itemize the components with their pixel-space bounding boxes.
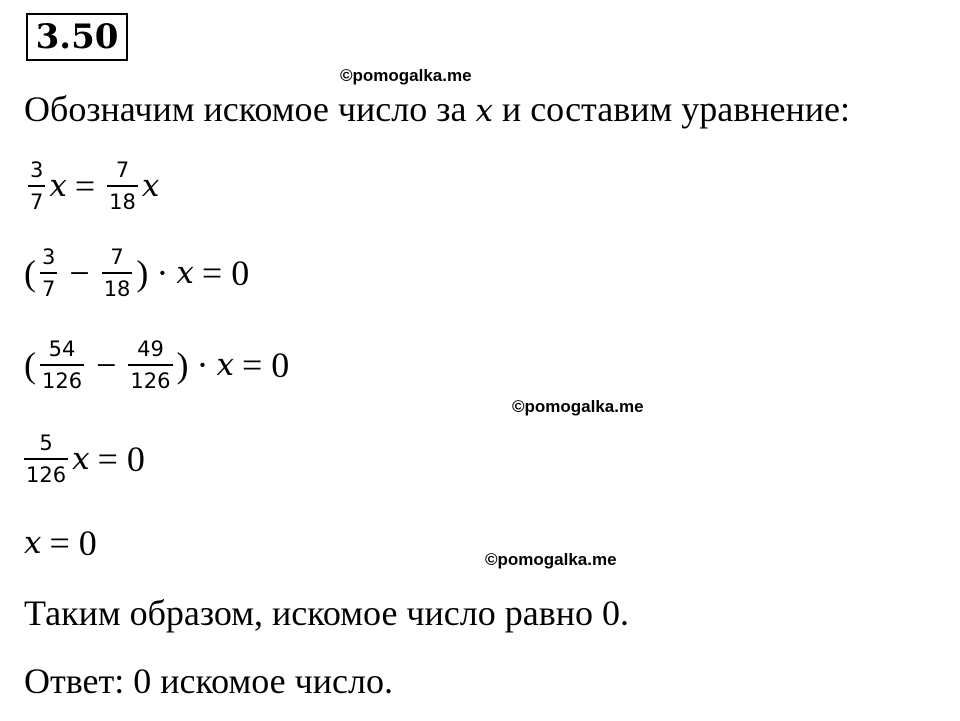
variable: x bbox=[176, 255, 194, 291]
rhs: = 0 bbox=[201, 253, 250, 293]
numerator: 3 bbox=[30, 158, 44, 182]
watermark: ©pomogalka.me bbox=[512, 397, 644, 416]
numerator: 7 bbox=[110, 245, 124, 269]
answer-text: Ответ: 0 искомое число. bbox=[24, 661, 393, 701]
fraction-bar bbox=[128, 364, 172, 366]
minus-sign: − bbox=[69, 253, 90, 293]
open-paren: ( bbox=[24, 345, 36, 385]
denominator: 18 bbox=[109, 190, 136, 214]
fraction bbox=[24, 431, 68, 487]
denominator: 7 bbox=[42, 277, 56, 301]
watermark: ©pomogalka.me bbox=[485, 550, 617, 569]
equation-3 bbox=[24, 337, 289, 393]
equation-2 bbox=[24, 245, 249, 301]
open-paren: ( bbox=[24, 253, 36, 293]
fraction-bar bbox=[40, 364, 84, 366]
fraction-bar bbox=[102, 272, 133, 274]
variable: x bbox=[72, 441, 90, 477]
minus-sign: − bbox=[96, 345, 117, 385]
close-paren: ) bbox=[136, 253, 149, 293]
equation-1 bbox=[24, 158, 159, 214]
fraction bbox=[28, 158, 45, 214]
fraction bbox=[128, 337, 172, 393]
numerator: 5 bbox=[39, 431, 53, 455]
numerator: 7 bbox=[115, 158, 130, 182]
dot-operator: · bbox=[196, 345, 209, 385]
fraction-bar bbox=[28, 185, 45, 187]
fraction bbox=[40, 337, 84, 393]
close-paren: ) bbox=[176, 345, 189, 385]
rhs: = 0 bbox=[97, 439, 145, 479]
denominator: 126 bbox=[26, 463, 67, 487]
rhs: = 0 bbox=[241, 345, 290, 385]
problem-number: 3.50 bbox=[26, 13, 128, 61]
denominator: 18 bbox=[103, 277, 131, 301]
conclusion-text: Таким образом, искомое число равно 0. bbox=[24, 593, 629, 633]
intro-text-after: и составим уравнение: bbox=[501, 89, 850, 129]
fraction-bar bbox=[40, 272, 57, 274]
fraction bbox=[40, 245, 57, 301]
dot-operator: · bbox=[156, 253, 169, 293]
denominator: 126 bbox=[130, 369, 171, 393]
variable: x bbox=[49, 168, 67, 204]
denominator: 126 bbox=[42, 369, 83, 393]
intro-line bbox=[24, 88, 850, 130]
variable: x bbox=[24, 525, 42, 561]
equals-sign: = bbox=[74, 166, 96, 206]
variable: x bbox=[216, 347, 234, 383]
intro-variable: x bbox=[475, 93, 493, 129]
variable: x bbox=[141, 168, 160, 204]
fraction bbox=[102, 245, 133, 301]
fraction-bar bbox=[24, 458, 68, 460]
equation-4 bbox=[24, 431, 145, 487]
numerator: 49 bbox=[137, 337, 164, 361]
fraction bbox=[107, 158, 138, 214]
denominator: 7 bbox=[30, 190, 44, 214]
numerator: 54 bbox=[48, 337, 76, 361]
watermark: ©pomogalka.me bbox=[340, 66, 472, 85]
fraction-bar bbox=[107, 185, 138, 187]
equation-5 bbox=[24, 522, 97, 564]
rhs: = 0 bbox=[49, 523, 97, 563]
intro-text-before: Обозначим искомое число за bbox=[24, 89, 467, 129]
numerator: 3 bbox=[42, 245, 56, 269]
